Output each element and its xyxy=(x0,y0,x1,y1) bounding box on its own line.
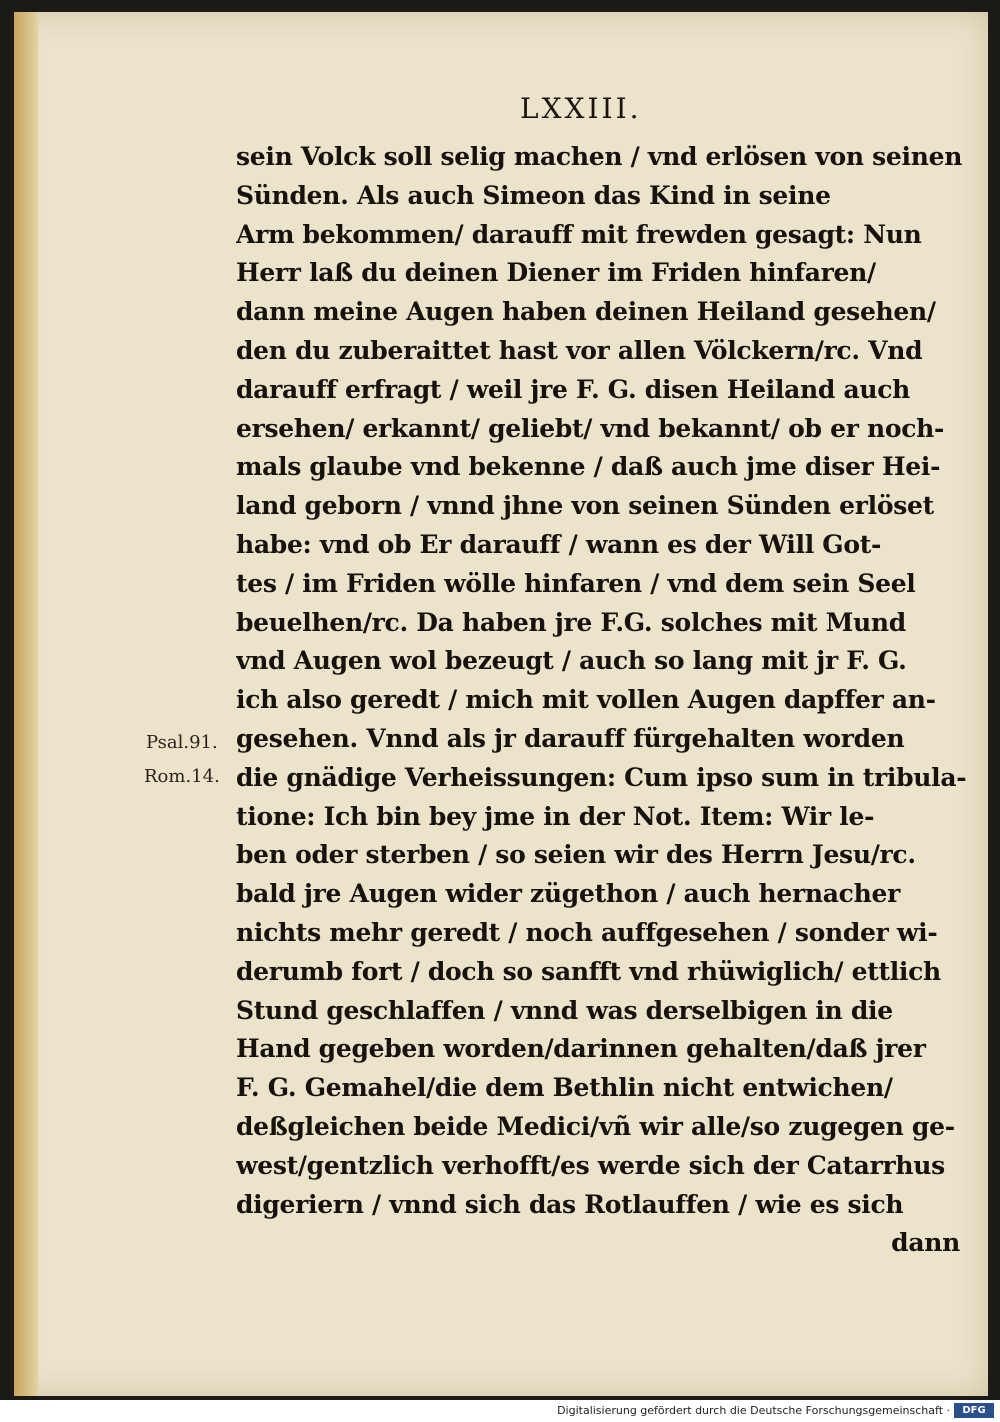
text-line: tione: Ich bin bey jme in der Not. Item: Wir le- xyxy=(236,801,875,831)
text-line: bald jre Augen wider zügethon / auch hernacher xyxy=(236,879,900,909)
page-edge xyxy=(14,12,38,1396)
text-line: gesehen. Vnnd als jr darauff fürgehalten worden xyxy=(236,723,905,753)
marginal-note-romans: Rom.14. xyxy=(144,766,220,787)
text-line: deßgleichen beide Medici/vñ wir alle/so zugegen ge- xyxy=(236,1111,955,1141)
text-line: vnd Augen wol bezeugt / auch so lang mit jr F. G. xyxy=(236,646,907,676)
text-line: ersehen/ erkannt/ geliebt/ vnd bekannt/ ob er noch- xyxy=(236,413,945,443)
text-line: mals glaube vnd bekenne / daß auch jme diser Hei- xyxy=(236,452,941,482)
footer-bar xyxy=(0,1400,1000,1422)
text-line: Hand gegeben worden/darinnen gehalten/daß jrer xyxy=(236,1034,926,1064)
page-body-text xyxy=(236,138,966,1263)
catchword: dann xyxy=(891,1228,960,1258)
text-line: darauff erfragt / weil jre F. G. disen Heiland auch xyxy=(236,374,911,404)
text-line: beuelhen/rc. Da haben jre F.G. solches mit Mund xyxy=(236,607,906,637)
text-line: habe: vnd ob Er darauff / wann es der Will Got- xyxy=(236,529,882,559)
text-line: ich also geredt / mich mit vollen Augen dapffer an- xyxy=(236,685,936,715)
text-line: digeriern / vnnd sich das Rotlauffen / wie es sich xyxy=(236,1189,904,1219)
text-line: Sünden. Als auch Simeon das Kind in seine xyxy=(236,180,831,210)
text-line: west/gentzlich verhofft/es werde sich der Catarrhus xyxy=(236,1150,945,1180)
text-line: tes / im Friden wölle hinfaren / vnd dem sein Seel xyxy=(236,568,916,598)
text-line: F. G. Gemahel/die dem Bethlin nicht entwichen/ xyxy=(236,1073,893,1103)
dfg-logo-icon: DFG xyxy=(954,1403,994,1418)
text-line: nichts mehr geredt / noch auffgesehen / sonder wi- xyxy=(236,917,938,947)
funding-credit: Digitalisierung gefördert durch die Deutsche Forschungsgemeinschaft · xyxy=(557,1404,950,1417)
text-line: die gnädige Verheissungen: Cum ipso sum in tribula- xyxy=(236,762,966,792)
text-line: derumb fort / doch so sanfft vnd rhüwiglich/ ettlich xyxy=(236,956,941,986)
marginal-note-psalm: Psal.91. xyxy=(146,732,218,753)
folio-number: LXXIII. xyxy=(520,92,642,125)
text-line: Herr laß du deinen Diener im Friden hinfaren/ xyxy=(236,258,876,288)
text-line: Stund geschlaffen / vnnd was derselbigen in die xyxy=(236,995,893,1025)
text-line: land geborn / vnnd jhne von seinen Sünden erlöset xyxy=(236,491,934,521)
text-line: sein Volck soll selig machen / vnd erlösen von seinen xyxy=(236,142,963,171)
text-line: Arm bekommen/ darauff mit frewden gesagt: Nun xyxy=(236,219,922,249)
text-line: dann meine Augen haben deinen Heiland gesehen/ xyxy=(236,297,936,327)
text-line: ben oder sterben / so seien wir des Herrn Jesu/rc. xyxy=(236,840,916,870)
text-line: den du zuberaittet hast vor allen Völckern/rc. Vnd xyxy=(236,335,923,365)
